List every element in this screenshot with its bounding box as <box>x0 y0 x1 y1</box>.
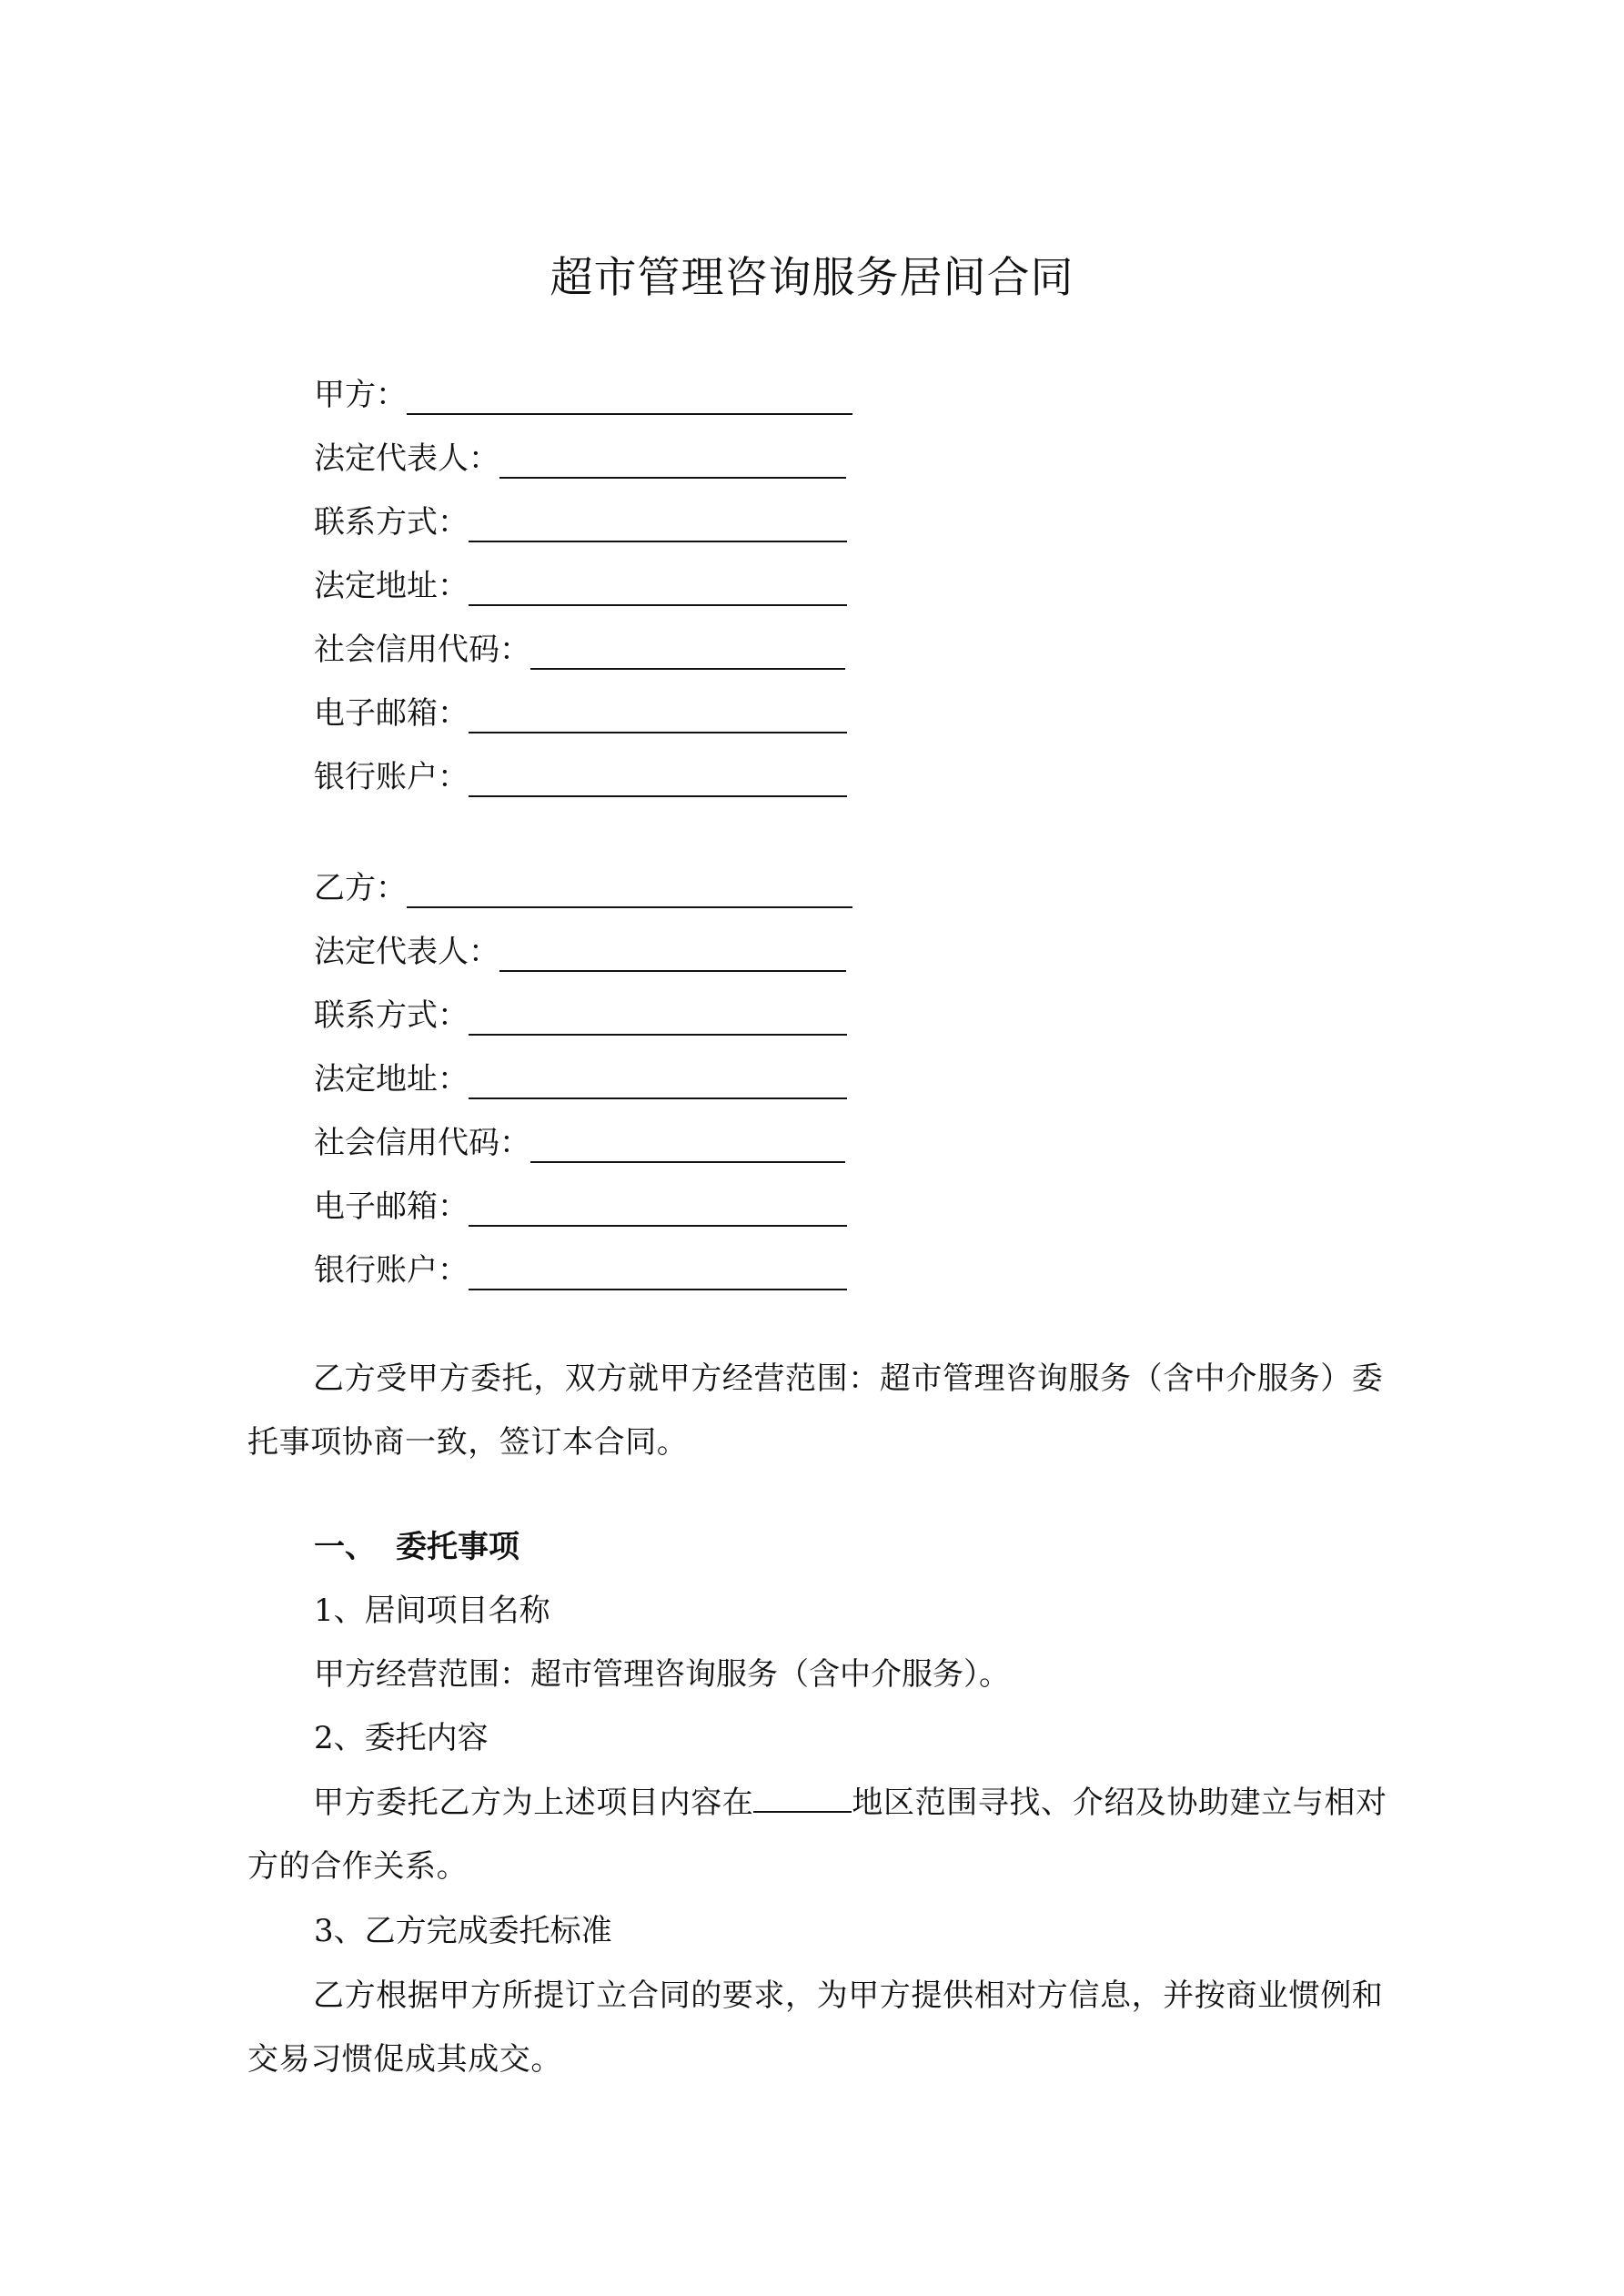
field-label: 法定地址： <box>314 568 469 604</box>
field-label: 社会信用代码： <box>314 632 530 668</box>
item2-body <box>247 1771 1394 1898</box>
fill-blank <box>530 1125 845 1163</box>
fill-blank <box>469 504 847 542</box>
party-a-credit-code-field <box>314 619 845 670</box>
item3-title: 3、乙方完成委托标准 <box>314 1913 612 1949</box>
field-label: 电子邮箱： <box>314 1188 469 1225</box>
party-a-email-field <box>314 683 847 733</box>
fill-blank <box>407 870 852 908</box>
field-label: 法定代表人： <box>314 440 499 477</box>
party-b-address-field <box>314 1048 847 1099</box>
field-label: 乙方： <box>314 870 407 906</box>
field-label: 联系方式： <box>314 997 469 1034</box>
party-a-legal-rep-field <box>314 428 846 479</box>
fill-blank <box>530 632 845 670</box>
field-label: 银行账户： <box>314 1252 469 1289</box>
fill-blank <box>469 997 847 1036</box>
fill-blank <box>469 1252 847 1290</box>
field-label: 银行账户： <box>314 759 469 795</box>
intro-paragraph: 乙方受甲方委托，双方就甲方经营范围：超市管理咨询服务（含中介服务）委托事项协商一致，签订本合同。 <box>247 1360 1384 1461</box>
party-b-credit-code-field <box>314 1112 845 1163</box>
item2-title: 2、委托内容 <box>314 1720 489 1756</box>
party-b-name-field <box>314 857 852 908</box>
field-label: 社会信用代码： <box>314 1125 530 1161</box>
party-b-bank-field <box>314 1239 847 1290</box>
field-label: 甲方： <box>314 377 407 413</box>
party-b-contact-field <box>314 985 847 1036</box>
party-a-contact-field <box>314 491 847 542</box>
fill-blank <box>499 934 846 972</box>
section-number: 一、 <box>314 1529 376 1565</box>
region-blank <box>753 1780 852 1813</box>
fill-blank <box>469 1061 847 1099</box>
party-b-email-field <box>314 1176 847 1227</box>
field-label: 法定地址： <box>314 1061 469 1097</box>
item2-body-after: 地区范围寻找、介绍及协助建立与相对方的合作关系。 <box>247 1785 1387 1885</box>
item1-body: 甲方经营范围：超市管理咨询服务（含中介服务）。 <box>314 1656 1010 1693</box>
fill-blank <box>469 568 847 606</box>
item2-body-before: 甲方委托乙方为上述项目内容在 <box>313 1785 754 1821</box>
section-heading <box>314 1527 519 1567</box>
document-title: 超市管理咨询服务居间合同 <box>550 253 1074 303</box>
item3-body: 乙方根据甲方所提订立合同的要求，为甲方提供相对方信息，并按商业惯例和交易习惯促成其成交。 <box>247 1977 1384 2078</box>
section-title: 委托事项 <box>396 1529 519 1565</box>
party-a-bank-field <box>314 746 847 797</box>
field-label: 联系方式： <box>314 504 469 541</box>
fill-blank <box>499 440 846 479</box>
fill-blank <box>469 759 847 797</box>
fill-blank <box>407 377 852 415</box>
party-a-address-field <box>314 555 847 606</box>
field-label: 法定代表人： <box>314 934 499 970</box>
field-label: 电子邮箱： <box>314 695 469 732</box>
party-a-name-field <box>314 364 852 415</box>
item1-title: 1、居间项目名称 <box>314 1593 550 1629</box>
fill-blank <box>469 1188 847 1227</box>
fill-blank <box>469 695 847 733</box>
party-b-legal-rep-field <box>314 921 846 972</box>
